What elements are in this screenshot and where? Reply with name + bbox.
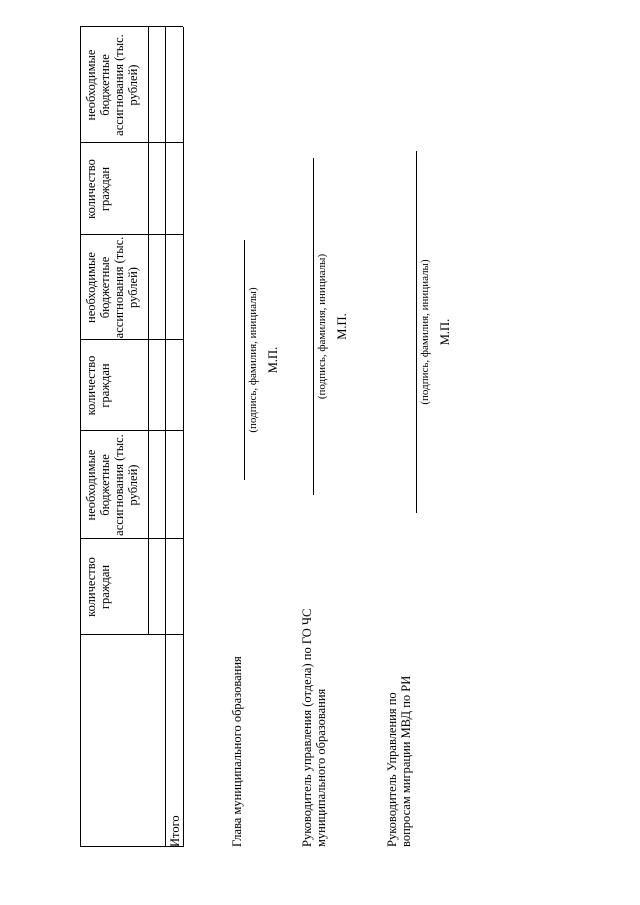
header-cell: необходимые бюджетные ассигнования (тыс. рублей) <box>84 34 140 136</box>
stamp-label: М.П. <box>438 318 452 346</box>
signature-title-civil-defense <box>300 609 328 847</box>
signature-line <box>313 158 314 495</box>
stamp-label: М.П. <box>266 346 280 374</box>
signature-line <box>244 240 245 480</box>
signature-caption: (подпись, фамилия, инициалы) <box>247 287 259 433</box>
header-cell: количество граждан <box>84 159 112 219</box>
header-bottom-border <box>148 27 149 635</box>
header-cell: необходимые бюджетные ассигнования (тыс. рублей) <box>84 434 140 536</box>
header-cell: количество граждан <box>84 557 112 617</box>
header-cell: количество граждан <box>84 355 112 416</box>
signature-title-migration <box>385 676 413 847</box>
title-line: Глава муниципального образования <box>230 656 244 847</box>
table-top-border <box>80 27 81 847</box>
signature-caption: (подпись, фамилия, инициалы) <box>419 259 431 405</box>
title-line: вопросам миграции МВД по РИ <box>399 675 413 847</box>
signature-caption: (подпись, фамилия, инициалы) <box>316 253 328 400</box>
signature-title-head <box>230 656 244 847</box>
header-cell: необходимые бюджетные ассигнования (тыс. рублей) <box>84 236 140 339</box>
empty-row-border <box>165 27 166 847</box>
total-row-label: Итого <box>168 815 182 847</box>
stamp-label: М.П. <box>335 313 349 340</box>
title-line: Руководитель управления (отдела) по ГО ЧС <box>300 608 314 847</box>
signature-line <box>416 151 417 513</box>
title-line: Руководитель Управления по <box>385 692 399 847</box>
table-bottom-border <box>183 27 184 847</box>
title-line: муниципального образования <box>314 688 328 847</box>
